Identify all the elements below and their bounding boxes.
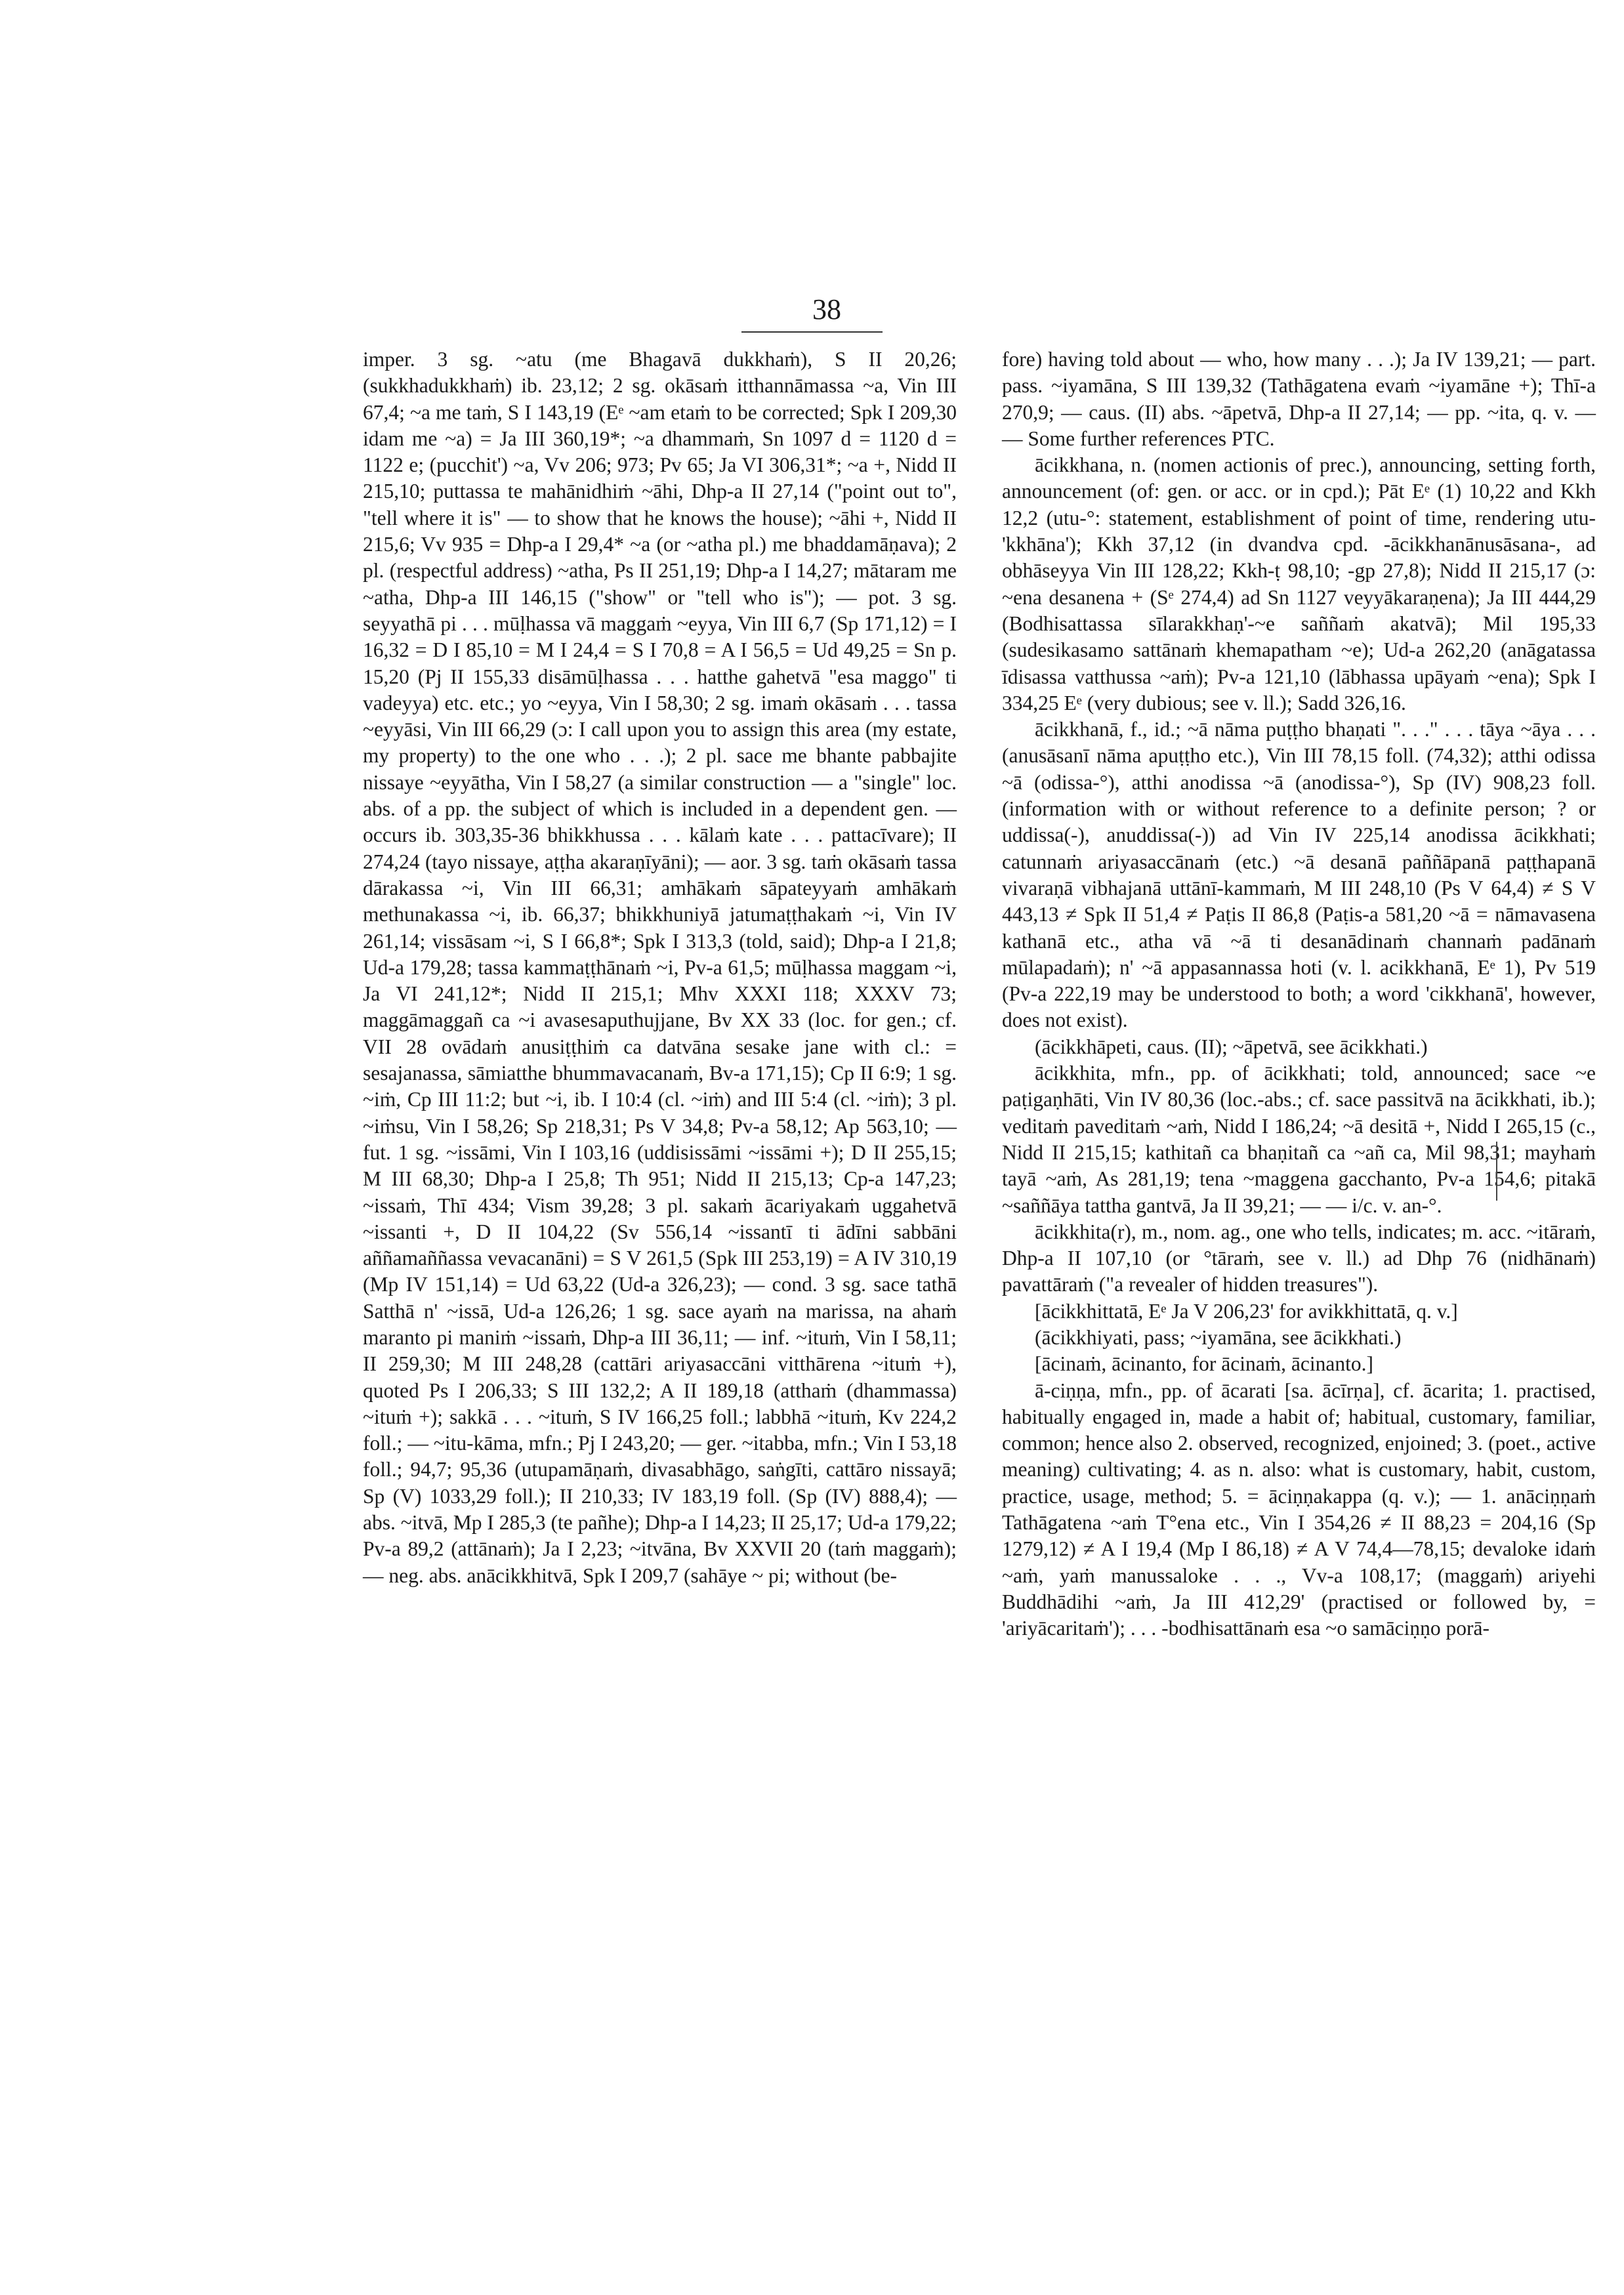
- entry-acikkhiyati: (ācikkhiyati, pass; ~iyamāna, see ācikkhati.): [1035, 1325, 1402, 1349]
- entry-acinna: ā-ciṇṇa, mfn., pp. of ācarati [sa. ācīrṇa], cf. ācarita; 1. practised, habitually engaged in, made a habit of; habitual, customary, familiar, common; hence also 2. observed, recognized, enjoined; 3. (poet., active meaning) cultivating; 4. as n. also: what is customary, habit, custom, practice, usage, method; 5. = āciṇṇakappa (q. v.); — 1. anāciṇṇaṁ Tathāgatena ~aṁ T°ena etc., Vin I 354,26 ≠ II 88,23 = 204,16 (Sp 1279,12) ≠ A I 19,4 (Mp I 86,18) ≠ A V 74,4—78,15; devaloke idaṁ ~aṁ, yaṁ manussaloke . . ., Vv-a 108,17; (maggaṁ) ariyehi Buddhādihi ~aṁ, Ja III 412,29' (practised or followed by, = 'ariyācaritaṁ'); . . . -bodhisattānaṁ esa ~o samāciṇṇo porā-: [1002, 1378, 1596, 1640]
- right-column: [1002, 346, 1596, 1642]
- entry-acikkhitar: ācikkhita(r), m., nom. ag., one who tells, indicates; m. acc. ~itāraṁ, Dhp-a II 107,10 (or °tāraṁ, see v. ll.) ad Dhp 76 (nidhānaṁ) pavattāraṁ ("a revealer of hidden treasures").: [1002, 1220, 1596, 1296]
- entry-acikkhapeti: (ācikkhāpeti, caus. (II); ~āpetvā, see ācikkhati.): [1035, 1035, 1428, 1058]
- entry-acikkhana: ācikkhana, n. (nomen actionis of prec.), announcing, setting forth, announcement (of: gen. or acc. or in cpd.); Pāt Eᵉ (1) 10,22 and Kkh 12,2 (utu-°: statement, establishment of point of time, rendering utu-'kkhāna'); Kkh 37,12 (in dvandva cpd. -ācikkhanānusāsana-, ad obhāseyya Vin III 128,22; Kkh-ṭ 98,10; -gp 27,8); Nidd II 215,17 (ɔ: ~ena desanena + (Sᵉ 274,4) ad Sn 1127 veyyākaraṇena); Ja III 444,29 (Bodhisattassa sīlarakkhaṇ'-~e saññaṁ akatvā); Mil 195,33 (sudesikasamo sattānaṁ khemapatham ~e); Ud-a 262,20 (anāgatassa īdisassa vatthussa ~aṁ); Pv-a 121,10 (lābhassa upāyaṁ ~ena); Spk I 334,25 Eᵉ (very dubious; see v. ll.); Sadd 326,16.: [1002, 453, 1596, 714]
- entry-continuation: imper. 3 sg. ~atu (me Bhagavā dukkhaṁ), S II 20,26; (sukkhadukkhaṁ) ib. 23,12; 2 sg. okāsaṁ itthannāmassa ~a, Vin III 67,4; ~a me taṁ, S I 143,19 (Eᵉ ~am etaṁ to be corrected; Spk I 209,30 idam me ~a) = Ja III 360,19*; ~a dhammaṁ, Sn 1097 d = 1120 d = 1122 e; (pucchit') ~a, Vv 206; 973; Pv 65; Ja VI 306,31*; ~a +, Nidd II 215,10; puttassa te mahānidhiṁ ~āhi, Dhp-a II 27,14 ("point out to", "tell where it is" — to show that he knows the house); ~āhi +, Nidd II 215,6; Vv 935 = Dhp-a I 29,4* ~a (or ~atha pl.) me bhaddamāṇava); 2 pl. (respectful address) ~atha, Ps II 251,19; Dhp-a I 14,27; mātaram me ~atha, Dhp-a III 146,15 ("show" or "tell who is"); — pot. 3 sg. seyyathā pi . . . mūḷhassa vā maggaṁ ~eyya, Vin III 6,7 (Sp 171,12) = I 16,32 = D I 85,10 = M I 24,4 = S I 70,8 = A I 56,5 = Ud 49,25 = Sn p. 15,20 (Pj II 155,33 disāmūḷhassa . . . hatthe gahetvā "esa maggo" ti vadeyya) etc. etc.; yo ~eyya, Vin I 58,30; 2 sg. imaṁ okāsaṁ . . . tassa ~eyyāsi, Vin III 66,29 (ɔ: I call upon you to assign this area (my estate, my property) to the one who . . .); 2 pl. sace me bhante pabbajite nissaye ~eyyātha, Vin I 58,27 (a similar construction — a "single" loc. abs. of a pp. the subject of which is included in a dependent gen. — occurs ib. 303,35-36 bhikkhussa . . . kālaṁ kate . . . pattacīvare); II 274,24 (tayo nissaye, aṭṭha akaraṇīyāni); — aor. 3 sg. taṁ okāsaṁ tassa dārakassa ~i, Vin III 66,31; amhākaṁ sāpateyyaṁ amhākaṁ methunakassa ~i, ib. 66,37; bhikkhuniyā jatumaṭṭhakaṁ ~i, Vin IV 261,14; vissāsam ~i, S I 66,8*; Spk I 313,3 (told, said); Dhp-a I 21,8; Ud-a 179,28; tassa kammaṭṭhānaṁ ~i, Pv-a 61,5; mūḷhassa maggam ~i, Ja VI 241,12*; Nidd II 215,1; Mhv XXXI 118; XXXV 73; maggāmaggañ ca ~i avasesaputhujjane, Bv XX 33 (loc. for gen.; cf. VII 28 ovādaṁ anusiṭṭhiṁ ca datvāna sesake jane with cl.: = sesajanassa, sāmiatthe bhummavacanaṁ, Bv-a 171,15); Cp II 6:9; 1 sg. ~iṁ, Cp III 11:2; but ~i, ib. I 10:4 (cl. ~iṁ) and III 5:4 (cl. ~iṁ); 3 pl. ~iṁsu, Vin I 58,26; Sp 218,31; Ps V 34,8; Pv-a 58,12; Ap 563,10; — fut. 1 sg. ~issāmi, Vin I 103,16 (uddisissāmi ~issāmi +); D II 255,15; M III 68,30; Dhp-a I 25,8; Th 951; Nidd II 215,13; Cp-a 147,23; ~issaṁ, Thī 434; Vism 39,28; 3 pl. sakaṁ ācariyakaṁ uggahetvā ~issanti +, D II 104,22 (Sv 556,14 ~issantī ti ādīni sabbāni aññamaññassa vevacanāni) = S V 261,5 (Spk III 253,19) = A IV 310,19 (Mp IV 151,14) = Ud 63,22 (Ud-a 326,23); — cond. 3 sg. sace tathā Satthā n' ~issā, Ud-a 126,26; 1 sg. sace ayaṁ na marissa, na ahaṁ maranto pi maniṁ ~issaṁ, Dhp-a III 36,11; — inf. ~ituṁ, Vin I 58,11; II 259,30; M III 248,28 (cattāri ariyasaccāni vitthārena ~ituṁ +), quoted Ps I 206,33; S III 132,2; A II 189,18 (atthaṁ (dhammassa) ~ituṁ +); sakkā . . . ~ituṁ, S IV 166,25 foll.; labbhā ~ituṁ, Kv 224,2 foll.; — ~itu-kāma, mfn.; Pj I 243,20; — ger. ~itabba, mfn.; Vin I 53,18 foll.; 94,7; 95,36 (utupamāṇaṁ, divasabhāgo, saṅgīti, cattāro nissayā; Sp (V) 1033,29 foll.); II 210,33; IV 183,19 foll. (Sp (IV) 888,4); — abs. ~itvā, Mp I 285,3 (te pañhe); Dhp-a I 14,23; II 25,17; Ud-a 179,22; Pv-a 89,2 (attānaṁ); Ja I 2,23; ~itvāna, Bv XXVII 20 (taṁ maggaṁ); — neg. abs. anācikkhitvā, Spk I 209,7 (sahāye ~ pi; without (be-: [363, 348, 957, 1587]
- entry-continuation: fore) having told about — who, how many . . .); Ja IV 139,21; — part. pass. ~iyamāna, S III 139,32 (Tathāgatena evaṁ ~iyamāne +); Thī-a 270,9; — caus. (II) abs. ~āpetvā, Dhp-a II 27,14; — pp. ~ita, q. v. — — Some further references PTC.: [1002, 348, 1596, 450]
- entry-acikkhita: ācikkhita, mfn., pp. of ācikkhati; told, announced; sace ~e paṭigaṇhāti, Vin IV 80,36 (loc.-abs.; cf. sace passitvā na ācikkhati, ib.); veditaṁ paveditaṁ ~aṁ, Nidd I 186,24; ~ā desitā +, Nidd I 265,15 (c., Nidd II 215,15; kathitañ ca bhaṇitañ ca ~añ ca, Mil 98,31; mayhaṁ tayā ~aṁ, As 281,19; tena ~maggena gacchanto, Pv-a 154,6; pitakā ~saññāya tattha gantvā, Ja II 39,21; — — i/c. v. an-°.: [1002, 1062, 1596, 1217]
- entry-acikkhittata: [ācikkhittatā, Eᵉ Ja V 206,23' for avikkhittatā, q. v.]: [1035, 1299, 1458, 1323]
- entry-acikkhana-fem: ācikkhanā, f., id.; ~ā nāma puṭṭho bhaṇati ". . ." . . . tāya ~āya . . . (anusāsanī nāma apuṭṭho etc.), Vin III 78,15 foll. (74,32); atthi odissa ~ā (odissa-°), atthi anodissa ~ā (anodissa-°), Sp (IV) 908,23 foll. (information with or without reference to a definite person; ? or uddissa(-), anuddissa(-)) ad Vin IV 225,14 anodissa ācikkhati; catunnaṁ ariyasaccānaṁ (etc.) ~ā desanā paññāpanā paṭṭhapanā vivaraṇā vibhajanā uttānī-kammaṁ, M III 248,10 (Ps V 64,4) ≠ S V 443,13 ≠ Spk II 51,4 ≠ Paṭis II 86,8 (Paṭis-a 581,20 ~ā = nāmavasena kathanā etc., atha vā ~ā ti desanādinaṁ channaṁ padānaṁ mūlapadaṁ); n' ~ā appasannassa hoti (v. l. acikkhanā, Eᵉ 1), Pv 519 (Pv-a 222,19 may be understood to both; a word 'cikkhanā', however, does not exist).: [1002, 718, 1596, 1032]
- margin-mark: [1496, 1142, 1497, 1201]
- left-column: [363, 346, 957, 1589]
- entry-acinam: [ācinaṁ, ācinanto, for ācinaṁ, ācinanto.]: [1035, 1352, 1373, 1376]
- page-number: 38: [812, 293, 841, 325]
- header-rule: [741, 331, 883, 333]
